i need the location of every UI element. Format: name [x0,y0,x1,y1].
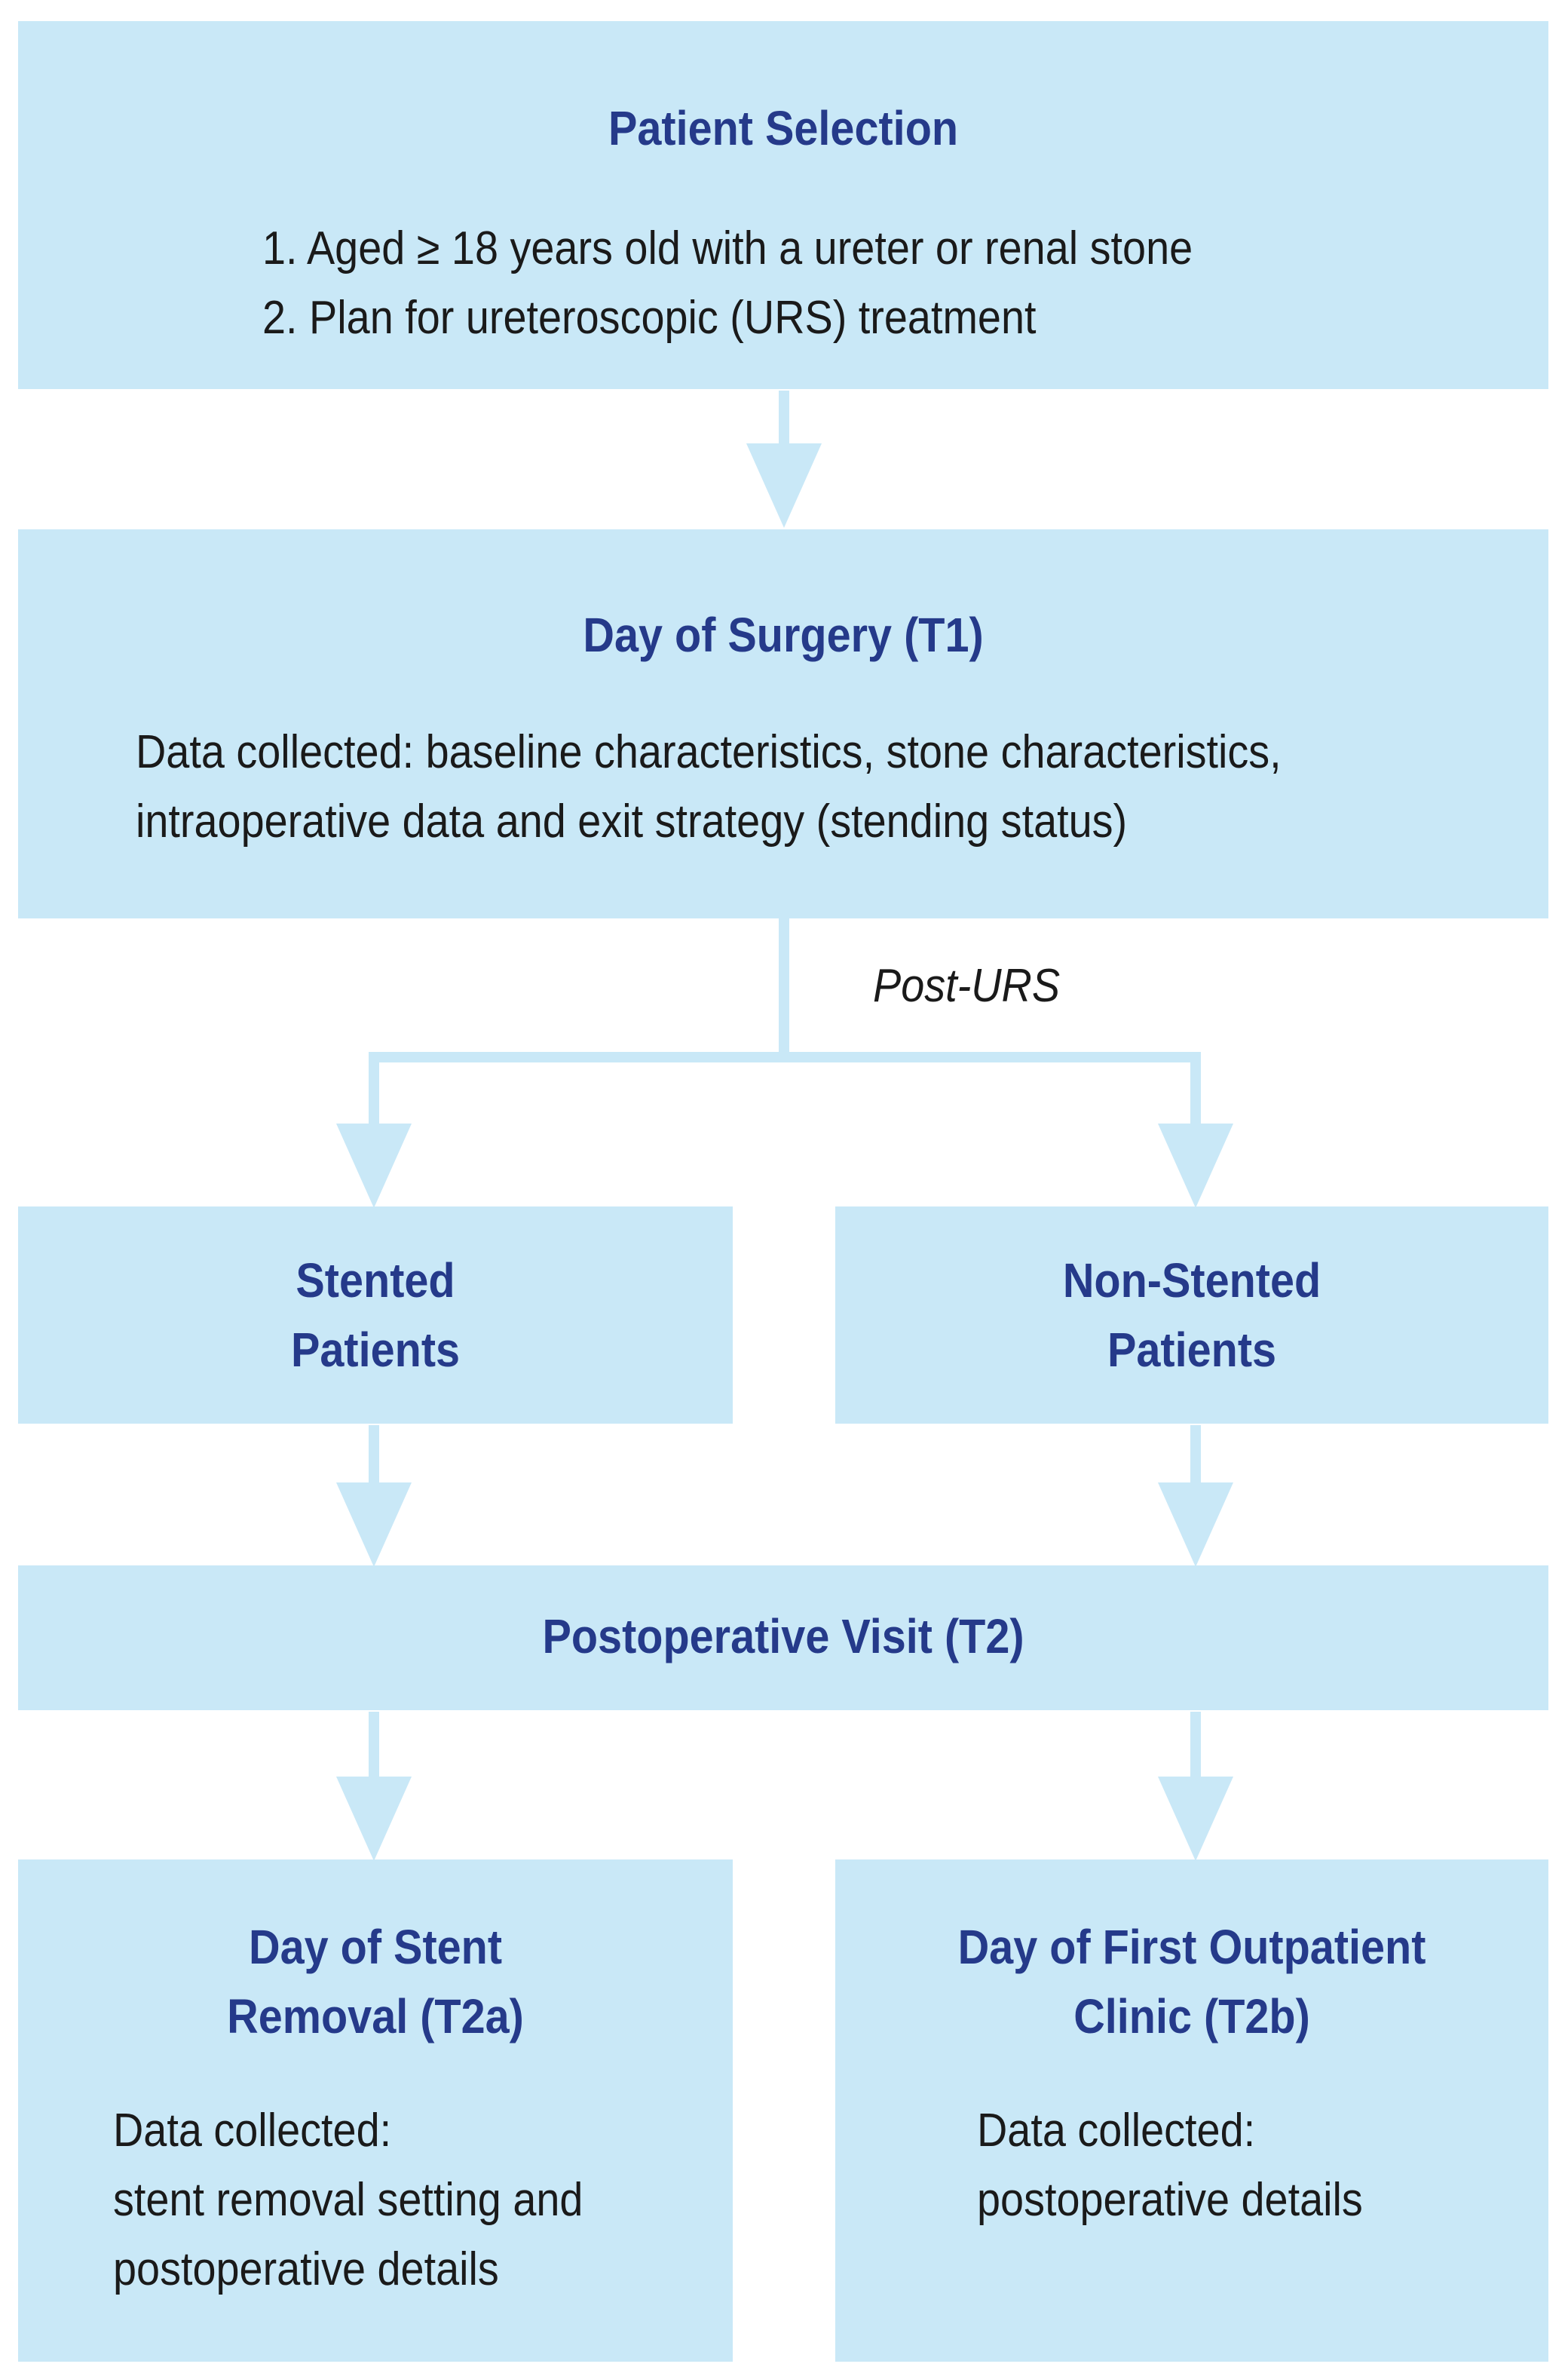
criterion-1: 1. Aged ≥ 18 years old with a ureter or renal stone [262,222,1193,274]
arrow-head-icon [336,1482,412,1567]
day-of-surgery-title: Day of Surgery (T1) [583,608,984,662]
surgery-data-text: baseline characteristics, stone characteristics, [414,726,1282,778]
stented-title-line-2: Patients [290,1323,461,1377]
stent-removal-box [18,1859,733,2362]
stent-removal-data-line-1: stent removal setting and [113,2174,583,2226]
stent-removal-data-line-2: postoperative details [113,2243,499,2295]
arrow-head-icon [1158,1124,1233,1208]
outpatient-data-line-1: postoperative details [977,2174,1363,2226]
surgery-data-line-2: intraoperative data and exit strategy (stending status) [136,796,1128,848]
stent-removal-title-line-1: Day of Stent [248,1920,503,1974]
stent-removal-title-line-2: Removal (T2a) [227,1989,524,2043]
patient-selection-title: Patient Selection [608,101,959,155]
non-stented-title-line-1: Non-Stented [1062,1253,1321,1308]
outpatient-title-line-2: Clinic (T2b) [1073,1989,1310,2043]
arrow-head-icon [746,443,822,528]
stented-patients-box [18,1206,733,1424]
arrow-head-icon [1158,1482,1233,1567]
connector-surgery-branches [374,918,784,1131]
non-stented-patients-box [835,1206,1548,1424]
non-stented-title-line-2: Patients [1107,1323,1277,1377]
arrow-head-icon [336,1124,412,1208]
postoperative-visit-box [18,1565,1548,1710]
surgery-data-line-1 [136,718,1282,787]
surgery-data-label: Data collected: [136,726,415,778]
outpatient-data-label: Data collected: [977,2105,1256,2157]
stented-title-line-1: Stented [296,1253,455,1308]
post-urs-label: Post-URS [873,960,1061,1012]
outpatient-clinic-box [835,1859,1548,2362]
arrow-head-icon [336,1777,412,1861]
outpatient-title-line-1: Day of First Outpatient [957,1920,1426,1974]
day-of-surgery-box [18,529,1548,918]
stent-removal-data-label: Data collected: [113,2105,392,2157]
criterion-2: 2. Plan for ureteroscopic (URS) treatment [262,292,1037,344]
connector-surgery-nonstented [784,1057,1196,1131]
patient-selection-box [18,21,1548,389]
postoperative-visit-title: Postoperative Visit (T2) [542,1609,1024,1663]
arrow-head-icon [1158,1777,1233,1861]
